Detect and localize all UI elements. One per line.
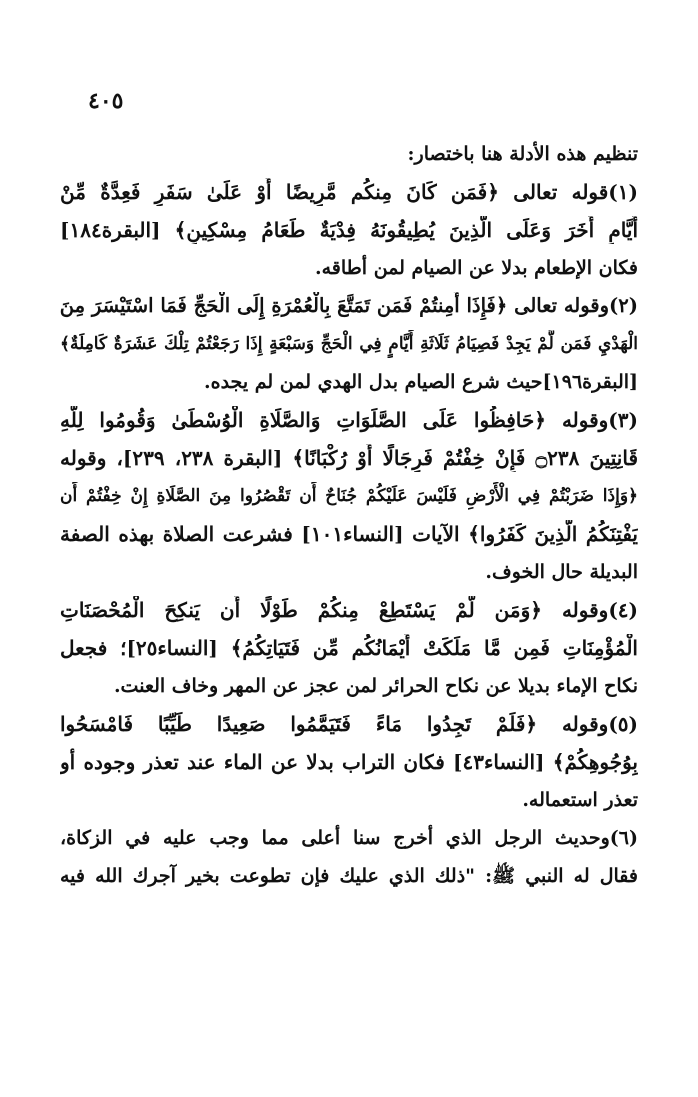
item-line: فكان الإطعام بدلا عن الصيام لمن أطاقه. [315, 257, 638, 279]
page-number: ٤٠٥ [88, 88, 124, 114]
evidence-item-5 [60, 710, 638, 814]
item-line: ﴿وَإِذَا ضَرَبْتُمْ فِي الْأَرْضِ فَلَيْسَ عَلَيْكُمْ جُنَاحٌ أَن تَقْصُرُوا مِنَ الصَّلَاةِ إِنْ خِفْتُمْ أَن [60, 486, 638, 506]
item-line: (٥)وقوله ﴿فَلَمْ تَجِدُوا مَاءً فَتَيَمَّمُوا صَعِيدًا طَيِّبًا فَامْسَحُوا [60, 712, 638, 736]
item-line: قَانِتِينَ ۝٢٣٨ فَإِنْ خِفْتُمْ فَرِجَالًا أَوْ رُكْبَانًا﴾ [البقرة ٢٣٨، ٢٣٩]، وقوله [60, 446, 638, 470]
intro-heading: تنظيم هذه الأدلة هنا باختصار: [407, 143, 638, 165]
evidence-item-1 [60, 178, 638, 282]
item-line: (٢)وقوله تعالى ﴿فَإِذَا أَمِنتُمْ فَمَن تَمَتَّعَ بِالْعُمْرَةِ إِلَى الْحَجِّ فَمَا اسْتَيْسَرَ مِنَ [60, 294, 638, 317]
item-line: فقال له النبي ﷺ: "ذلك الذي عليك فإن تطوعت بخير آجرك الله فيه [60, 865, 638, 887]
item-line: نكاح الإماء بديلا عن نكاح الحرائر لمن عجز عن المهر وخاف العنت. [113, 675, 638, 697]
item-line: الْمُؤْمِنَاتِ فَمِن مَّا مَلَكَتْ أَيْمَانُكُم مِّن فَتَيَاتِكُمُ﴾ [النساء٢٥]؛ فجعل [60, 636, 638, 660]
item-line: أَيَّامٍ أُخَرَ وَعَلَى الَّذِينَ يُطِيقُونَهُ فِدْيَةٌ طَعَامُ مِسْكِينٍ﴾ [البقرة١٨٤] [60, 218, 638, 242]
evidence-item-2 [60, 292, 638, 396]
item-line: تعذر استعماله. [522, 789, 638, 811]
page-body [60, 140, 638, 900]
evidence-item-4 [60, 596, 638, 700]
evidence-item-6 [60, 824, 638, 890]
item-line: الْهَدْيِ فَمَن لَّمْ يَجِدْ فَصِيَامُ ثَلَاثَةِ أَيَّامٍ فِي الْحَجِّ وَسَبْعَةٍ إِذَا رَجَعْتُمْ تِلْكَ عَشَرَةٌ كَامِلَةٌ﴾ [60, 334, 638, 354]
item-line: (٣)وقوله ﴿حَافِظُوا عَلَى الصَّلَوَاتِ وَالصَّلَاةِ الْوُسْطَىٰ وَقُومُوا لِلَّهِ [60, 408, 638, 432]
item-line: يَفْتِنَكُمُ الَّذِينَ كَفَرُوا﴾ الآيات [النساء١٠١] فشرعت الصلاة بهذه الصفة [60, 522, 638, 546]
item-line: بِوُجُوهِكُمْ﴾ [النساء٤٣] فكان التراب بدلا عن الماء عند تعذر وجوده أو [60, 750, 638, 774]
item-line: (١)قوله تعالى ﴿فَمَن كَانَ مِنكُم مَّرِيضًا أَوْ عَلَىٰ سَفَرٍ فَعِدَّةٌ مِّنْ [60, 180, 638, 204]
item-line: البديلة حال الخوف. [485, 561, 638, 583]
item-line: (٦)وحديث الرجل الذي أخرج سنا أعلى مما وجب عليه في الزكاة، [60, 827, 638, 849]
item-line: (٤)وقوله ﴿وَمَن لَّمْ يَسْتَطِعْ مِنكُمْ طَوْلًا أَن يَنكِحَ الْمُحْصَنَاتِ [60, 598, 638, 622]
evidence-item-3 [60, 406, 638, 586]
item-line: [البقرة١٩٦]حيث شرع الصيام بدل الهدي لمن لم يجده. [204, 371, 638, 393]
